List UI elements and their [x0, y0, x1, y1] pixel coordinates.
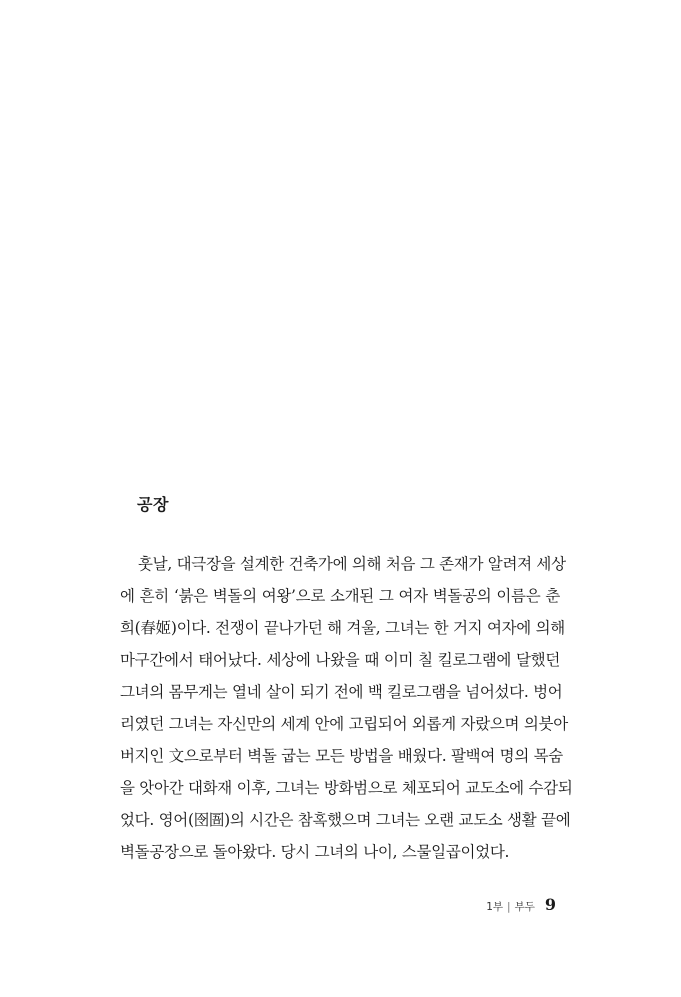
paragraph-line: 벽돌공장으로 돌아왔다. 당시 그녀의 나이, 스물일곱이었다.: [120, 843, 510, 861]
footer-part-label: 1부: [486, 901, 504, 913]
paragraph-line: 희(春姬)이다. 전쟁이 끝나가던 해 겨울, 그녀는 한 거지 여자에 의해: [120, 619, 565, 637]
chapter-title: 공장: [137, 495, 169, 514]
paragraph-line: 을 앗아간 대화재 이후, 그녀는 방화범으로 체포되어 교도소에 수감되: [120, 779, 573, 797]
footer-section-label: 부두: [514, 901, 535, 913]
page-footer: [486, 894, 556, 916]
paragraph-line: 에 흔히 ‘붉은 벽돌의 여왕’으로 소개된 그 여자 벽돌공의 이름은 춘: [120, 587, 560, 605]
body-paragraph: [120, 548, 573, 868]
paragraph-line: 마구간에서 태어났다. 세상에 나왔을 때 이미 칠 킬로그램에 달했던: [120, 651, 560, 669]
paragraph-line: 버지인 文으로부터 벽돌 굽는 모든 방법을 배웠다. 팔백여 명의 목숨: [120, 747, 563, 765]
page-number: 9: [544, 895, 556, 914]
paragraph-line: 었다. 영어(囹圄)의 시간은 참혹했으며 그녀는 오랜 교도소 생활 끝에: [120, 811, 571, 829]
paragraph-line: 훗날, 대극장을 설계한 건축가에 의해 처음 그 존재가 알려져 세상: [138, 555, 566, 573]
footer-separator: |: [507, 901, 511, 913]
paragraph-line: 리였던 그녀는 자신만의 세계 안에 고립되어 외롭게 자랐으며 의붓아: [120, 715, 568, 733]
paragraph-line: 그녀의 몸무게는 열네 살이 되기 전에 백 킬로그램을 넘어섰다. 벙어: [120, 683, 563, 701]
